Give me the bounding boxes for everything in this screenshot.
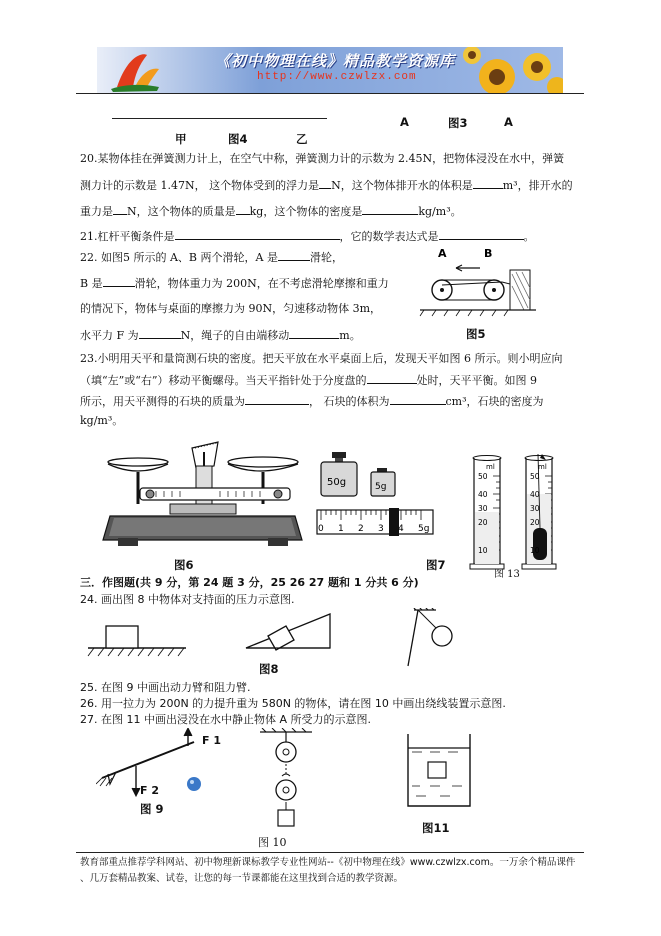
figure-10-pulley-system [256, 728, 316, 830]
weight-5g-label: 5g [375, 482, 387, 492]
label-a-right: A [504, 115, 513, 129]
balance-nut-left [146, 490, 154, 498]
q20-text: 测力计的示数是 1.47N， 这个物体受到的浮力是 [80, 179, 320, 192]
cylinder-scale-label: 50 [478, 472, 488, 481]
figure-7-weights-ruler [315, 448, 435, 540]
q22-text: B 是 [80, 277, 103, 290]
q23-line2 [80, 373, 537, 388]
cylinder-scale-label: 30 [478, 504, 488, 513]
q20-line3 [80, 204, 462, 219]
ball-icon [187, 777, 201, 791]
label-a-left: A [400, 115, 409, 129]
q21-line [80, 229, 535, 244]
header-rule [76, 93, 584, 94]
q24-text: 24. 画出图 8 中物体对支持面的压力示意图. [80, 593, 295, 606]
label-fig3: 图3 [448, 116, 468, 130]
q23-text: 所示，用天平测得的石块的质量为 [80, 395, 245, 408]
object-a [428, 762, 446, 778]
fig10-caption: 图 10 [258, 836, 287, 849]
block-on-ground [88, 626, 186, 656]
fig9-f1-label: F 1 [202, 734, 221, 747]
answer-blank[interactable] [439, 229, 524, 240]
answer-blank[interactable] [236, 204, 250, 215]
answer-blank[interactable] [289, 328, 339, 339]
label-yi: 乙 [296, 132, 308, 146]
fig6-caption: 图6 [174, 558, 194, 572]
q22-text: 22. 如图5 所示的 A、B 两个滑轮，A 是 [80, 251, 278, 264]
q21-text: 21.杠杆平衡条件是 [80, 230, 175, 243]
scale-ruler [317, 508, 433, 536]
q22-text: N，绳子的自由端移动 [180, 329, 290, 342]
answer-blank[interactable] [175, 229, 340, 240]
banner-url: http://www.czwlzx.com [257, 71, 417, 83]
figure-fragment-line [112, 118, 327, 119]
weight-50g [321, 452, 357, 496]
q21-text: 。 [523, 230, 535, 243]
ruler-tick-label: 3 [378, 524, 384, 534]
cylinder-scale-label: 10 [478, 546, 488, 555]
answer-blank[interactable] [245, 394, 309, 405]
q20-text: 重力是 [80, 205, 113, 218]
q23-line4: kg/m³。 [80, 414, 124, 427]
answer-blank[interactable] [139, 328, 181, 339]
answer-blank[interactable] [390, 394, 446, 405]
cylinder-scale-label: 20 [478, 518, 488, 527]
hanging-ball [408, 608, 452, 666]
fig13-caption: 图 13 [494, 569, 520, 580]
answer-blank[interactable] [103, 276, 135, 287]
answer-blank[interactable] [367, 373, 417, 384]
figure-6-balance [100, 438, 305, 550]
balance-column [170, 504, 236, 514]
cylinder-scale-label: 40 [530, 490, 540, 499]
weight-50g-label: 50g [327, 477, 347, 488]
beam-ruler [140, 488, 290, 500]
header-banner [97, 47, 563, 93]
banner-title: 《初中物理在线》精品教学资源库 [215, 52, 456, 70]
fig9-caption: 图 9 [140, 802, 164, 816]
q23-line3 [80, 394, 544, 409]
q22-text: 滑轮，物体重力为 200N，在不考虑滑轮摩擦和重力 [134, 277, 389, 290]
q22-line3: 的情况下，物体与桌面的摩擦力为 90N，匀速移动物体 3m， [80, 302, 382, 315]
label-fig4: 图4 [228, 132, 248, 146]
q23-line1: 23.小明用天平和量筒测石块的密度。把天平放在水平桌面上后，发现天平如图 6 所示。则小明应向 [80, 352, 563, 365]
answer-blank[interactable] [362, 204, 418, 215]
fig8-caption: 图8 [259, 662, 279, 676]
ruler-tick-label: 4 [398, 524, 404, 534]
footer-rule [76, 852, 584, 853]
q23-text: 处时，天平平衡。如图 9 [416, 374, 537, 387]
stone-icon [533, 528, 547, 560]
figure-11-water-tank [400, 730, 480, 814]
answer-blank[interactable] [278, 250, 310, 261]
q22-text: 滑轮， [309, 251, 343, 264]
fig5-label-a: A [438, 247, 447, 260]
q25-text: 25. 在图 9 中画出动力臂和阻力臂. [80, 681, 251, 694]
q20-text: m³，排开水的 [502, 179, 573, 192]
q23-text: ， 石块的体积为 [309, 395, 390, 408]
q22-line1 [80, 250, 343, 265]
cylinder-scale-label: 50 [530, 472, 540, 481]
fig9-f2-label: F 2 [140, 784, 159, 797]
q22-line2 [80, 276, 389, 291]
ruler-tick-label: 5g [418, 524, 430, 534]
q20-line2 [80, 178, 573, 193]
answer-blank[interactable] [113, 204, 127, 215]
q27-text: 27. 在图 11 中画出浸没在水中静止物体 A 所受力的示意图. [80, 713, 371, 726]
label-jia: 甲 [175, 132, 187, 146]
fig5-caption: 图5 [466, 327, 486, 341]
q20-text: N，这个物体的质量是 [127, 205, 236, 218]
q20-text: N，这个物体排开水的体积是 [331, 179, 473, 192]
pulley-a [432, 280, 452, 300]
q20-text: kg，这个物体的密度是 [249, 205, 363, 218]
q22-text: 水平力 F 为 [80, 329, 139, 342]
weight-5g [371, 468, 395, 496]
load-block [278, 810, 294, 826]
cylinder-unit-left: ml [486, 463, 495, 471]
ruler-tick-label: 2 [358, 524, 364, 534]
ruler-tick-label: 1 [338, 524, 344, 534]
figure-13-cylinders [460, 452, 570, 572]
footer-line1: 教育部重点推荐学科网站、初中物理新课标教学专业性网站--《初中物理在线》www.czwlzx.com。一万余个精品课件 [80, 857, 576, 868]
q20-text: kg/m³。 [418, 205, 462, 218]
answer-blank[interactable] [473, 178, 503, 189]
cylinder-scale-label: 10 [530, 546, 540, 555]
q22-text: m。 [339, 329, 361, 342]
q23-text: cm³，石块的密度为 [445, 395, 544, 408]
footer-line2: 、几万套精品教案、试卷，让您的每一节课都能在这里找到合适的教学资源。 [80, 873, 404, 884]
q26-text: 26. 用一拉力为 200N 的力提升重为 580N 的物体，请在图 10 中画出绕线装置示意图. [80, 697, 506, 710]
fig5-label-b: B [484, 247, 493, 260]
fig7-caption: 图7 [426, 558, 446, 572]
cylinder-scale-label: 20 [530, 518, 540, 527]
cylinder-unit-right: ml [538, 463, 547, 471]
q22-line4 [80, 328, 361, 343]
ruler-tick-label: 0 [318, 524, 324, 534]
cylinder-scale-label: 30 [530, 504, 540, 513]
q20-line1: 20.某物体挂在弹簧测力计上，在空气中称，弹簧测力计的示数为 2.45N，把物体浸没在水中，弹簧 [80, 152, 565, 165]
answer-blank[interactable] [319, 178, 331, 189]
block-on-incline [246, 614, 330, 650]
cylinder-scale-label: 40 [478, 490, 488, 499]
fig11-caption: 图11 [422, 821, 450, 835]
section-3-heading: 三．作图题(共 9 分，第 24 题 3 分，25 26 27 题和 1 分共 6 分) [80, 576, 419, 589]
balance-nut-right [274, 490, 282, 498]
q21-text: ，它的数学表达式是 [339, 230, 439, 243]
figure-5-pulley-diagram [418, 246, 538, 321]
q23-text: （填“左”或“右”）移动平衡螺母。当天平指针处于分度盘的 [80, 374, 367, 387]
